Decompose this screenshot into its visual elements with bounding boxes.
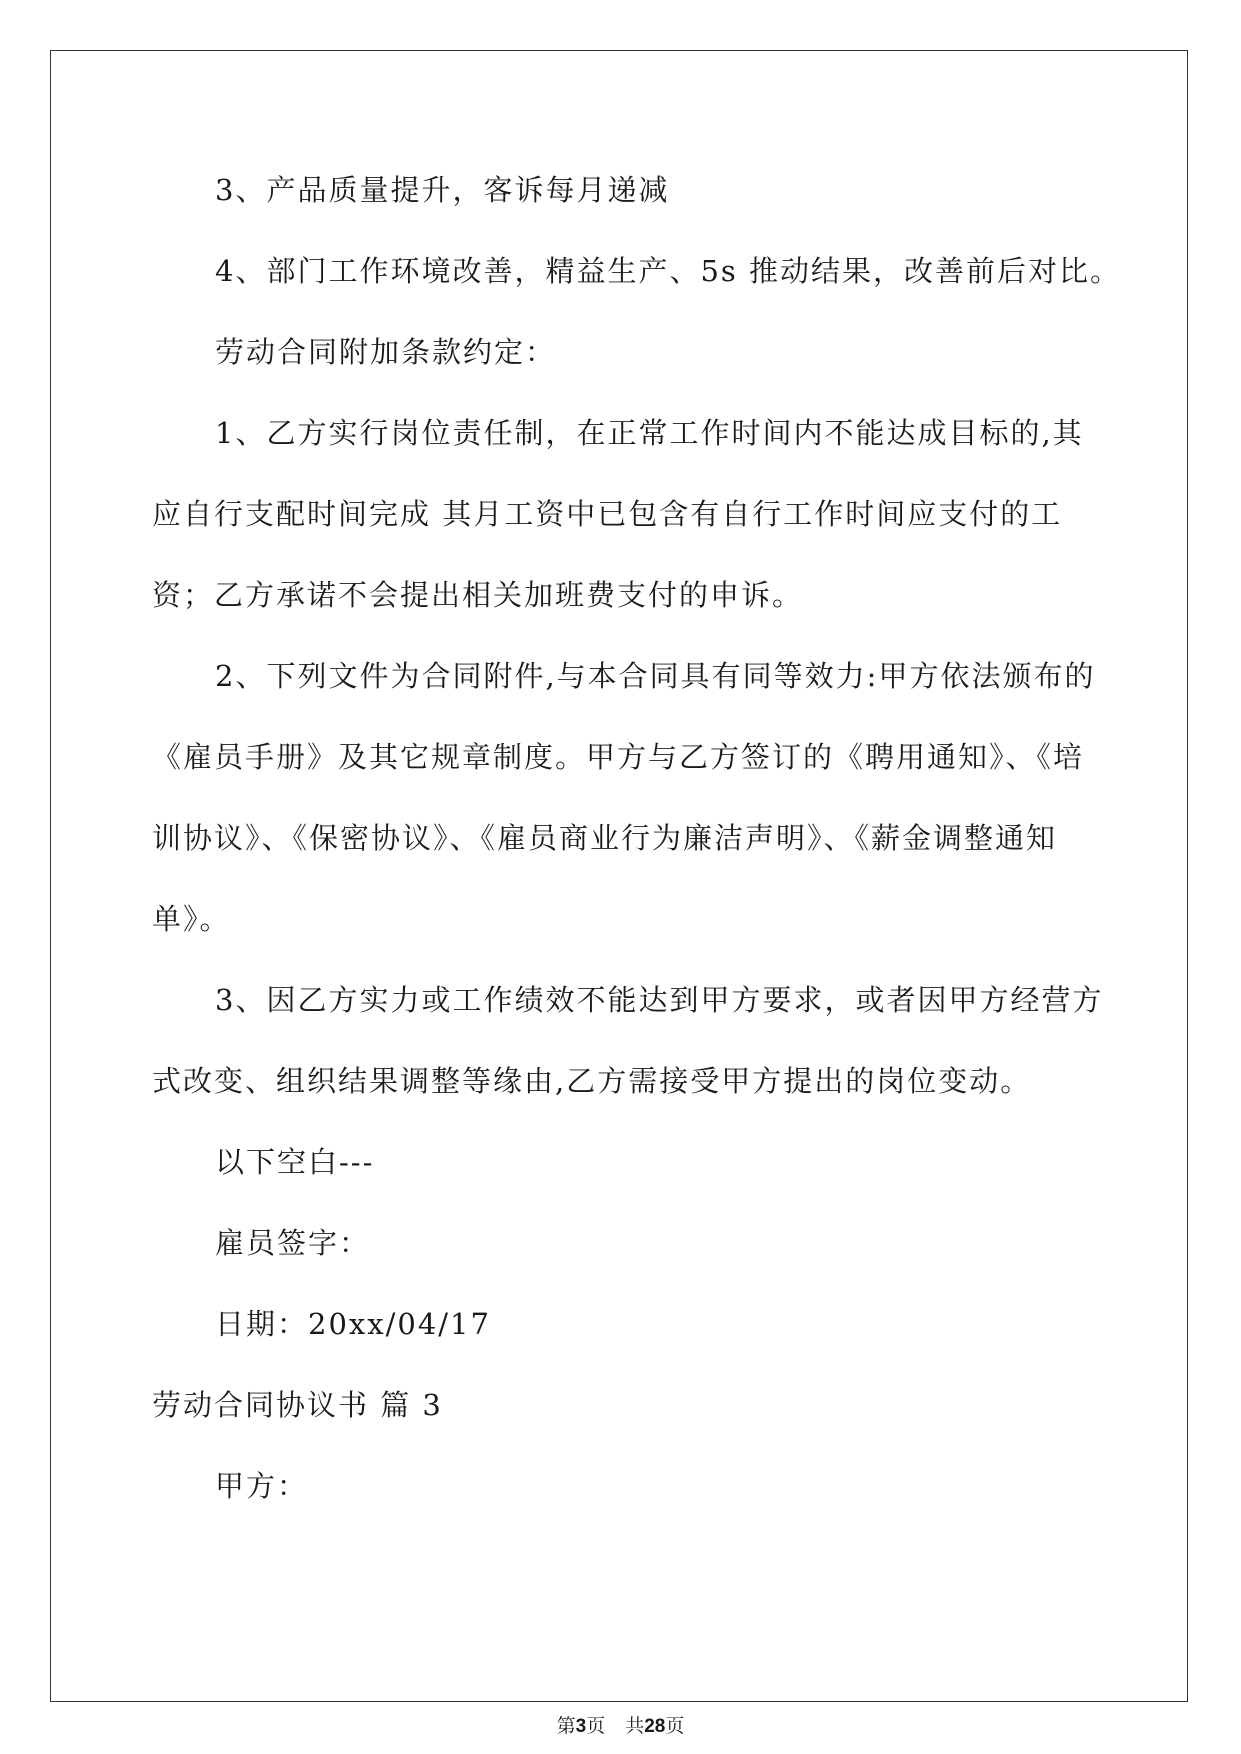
item-4-environment: 4、部门工作环境改善，精益生产、5s 推动结果，改善前后对比。 (215, 254, 1122, 288)
footer-total-suffix: 页 (665, 1715, 685, 1737)
footer-total-pages: 28 (644, 1716, 666, 1737)
employee-signature-label: 雇员签字： (215, 1226, 371, 1260)
footer-page-suffix: 页 (586, 1715, 606, 1737)
clause-1-line-3: 资；乙方承诺不会提出相关加班费支付的申诉。 (152, 578, 804, 612)
date-line: 日期：20xx/04/17 (215, 1307, 491, 1341)
clause-2-line-3: 训协议》、《保密协议》、《雇员商业行为廉洁声明》、《薪金调整通知 (152, 821, 1058, 855)
clause-1-line-1: 1、乙方实行岗位责任制，在正常工作时间内不能达成目标的,其 (215, 416, 1084, 450)
item-3-quality: 3、产品质量提升，客诉每月递减 (215, 173, 670, 207)
clause-3-line-1: 3、因乙方实力或工作绩效不能达到甲方要求，或者因甲方经营方 (215, 983, 1104, 1017)
clause-2-line-2: 《雇员手册》及其它规章制度。甲方与乙方签订的《聘用通知》、《培 (152, 740, 1085, 774)
page-border (50, 50, 1188, 1702)
clause-3-line-2: 式改变、组织结果调整等缘由,乙方需接受甲方提出的岗位变动。 (152, 1064, 1032, 1098)
party-a-label: 甲方： (215, 1469, 309, 1503)
section-heading-additional-terms: 劳动合同附加条款约定： (215, 335, 557, 369)
clause-2-line-4: 单》。 (152, 902, 231, 936)
clause-2-line-1: 2、下列文件为合同附件,与本合同具有同等效力:甲方依法颁布的 (215, 659, 1096, 693)
footer-page-prefix: 第 (556, 1715, 576, 1737)
section-title-contract-3: 劳动合同协议书 篇 3 (152, 1388, 443, 1422)
clause-1-line-2: 应自行支配时间完成 其月工资中已包含有自行工作时间应支付的工 (152, 497, 1063, 531)
footer-page-number: 3 (575, 1716, 587, 1737)
page-footer (0, 1714, 1241, 1739)
footer-total-prefix: 共 (625, 1715, 645, 1737)
blank-below-marker: 以下空白--- (215, 1145, 375, 1179)
